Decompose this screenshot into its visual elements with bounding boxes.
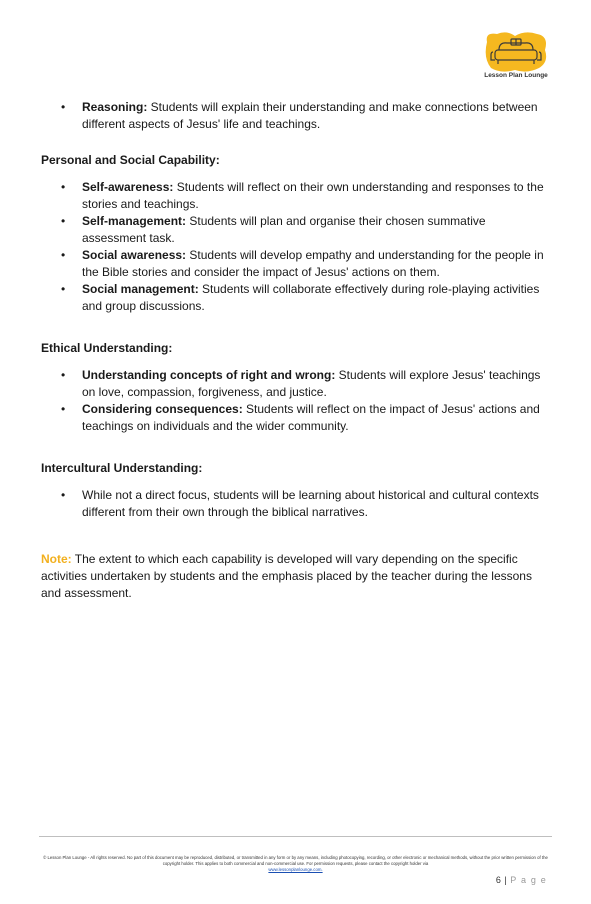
page-number-value: 6 <box>495 875 502 885</box>
list-item <box>41 487 551 521</box>
bullet: • <box>61 402 66 416</box>
list-item <box>41 213 551 247</box>
footer-copyright <box>39 855 552 873</box>
intercultural-list <box>41 487 551 521</box>
bullet: • <box>61 100 66 114</box>
page-separator: | <box>504 875 508 885</box>
ethical-list <box>41 367 551 435</box>
bullet: • <box>61 180 66 194</box>
note-paragraph <box>41 551 551 602</box>
list-item <box>41 179 551 213</box>
item-text: Students will develop empathy and understanding for the people in the Bible stories and consider the impact of Jesus' actions on them. <box>82 248 544 279</box>
item-text: Students will plan and organise their chosen summative assessment task. <box>82 214 486 245</box>
bullet: • <box>61 248 66 262</box>
copyright-text: © Lesson Plan Lounge - All rights reserved. No part of this document may be reproduced, distributed, or transmitted in any form or by any means, including photocopying, recording, or other electronic or mechanical methods, without the prior written permission of the copyright holder. This applies to both commercial and non-commercial use. For permission requests, please contact the copyright holder via <box>43 855 548 866</box>
item-text: While not a direct focus, students will be learning about historical and cultural contexts different from their own through the biblical narratives. <box>82 488 539 519</box>
item-text: Students will reflect on the impact of Jesus' actions and teachings on individuals and the wider community. <box>82 402 540 433</box>
bullet: • <box>61 488 66 502</box>
item-text: Students will collaborate effectively during role-playing activities and group discussions. <box>82 282 540 313</box>
section-heading-ethical: Ethical Understanding: <box>41 341 173 355</box>
list-item <box>41 367 551 401</box>
item-term: Considering consequences: <box>82 402 243 416</box>
list-item <box>41 401 551 435</box>
section-heading-intercultural: Intercultural Understanding: <box>41 461 203 475</box>
document-body <box>41 99 551 602</box>
page-word: P a g e <box>510 875 547 885</box>
personal-list <box>41 179 551 315</box>
item-text: Students will explain their understanding and make connections between different aspects of Jesus' life and teachings. <box>82 100 538 131</box>
item-text: Students will explore Jesus' teachings on love, compassion, forgiveness, and justice. <box>82 368 541 399</box>
list-item <box>41 99 551 133</box>
bullet: • <box>61 368 66 382</box>
bullet: • <box>61 282 66 296</box>
section-heading-personal: Personal and Social Capability: <box>41 153 220 167</box>
page-number <box>496 875 547 885</box>
bullet: • <box>61 214 66 228</box>
item-term: Self-awareness: <box>82 180 174 194</box>
footer-divider <box>39 836 552 837</box>
website-link[interactable]: www.lessonplanlounge.com. <box>268 867 323 872</box>
item-term: Understanding concepts of right and wrong: <box>82 368 336 382</box>
list-item <box>41 247 551 281</box>
item-term: Social management: <box>82 282 199 296</box>
item-text: Students will reflect on their own understanding and responses to the stories and teachings. <box>82 180 544 211</box>
item-term: Reasoning: <box>82 100 148 114</box>
logo-caption: Lesson Plan Lounge <box>484 72 548 79</box>
item-term: Social awareness: <box>82 248 187 262</box>
list-item <box>41 281 551 315</box>
item-term: Self-management: <box>82 214 187 228</box>
reasoning-list <box>41 99 551 133</box>
note-text: The extent to which each capability is developed will vary depending on the specific activities undertaken by students and the emphasis placed by the teacher during the lessons and assessment. <box>41 552 532 600</box>
note-label: Note: <box>41 552 72 566</box>
